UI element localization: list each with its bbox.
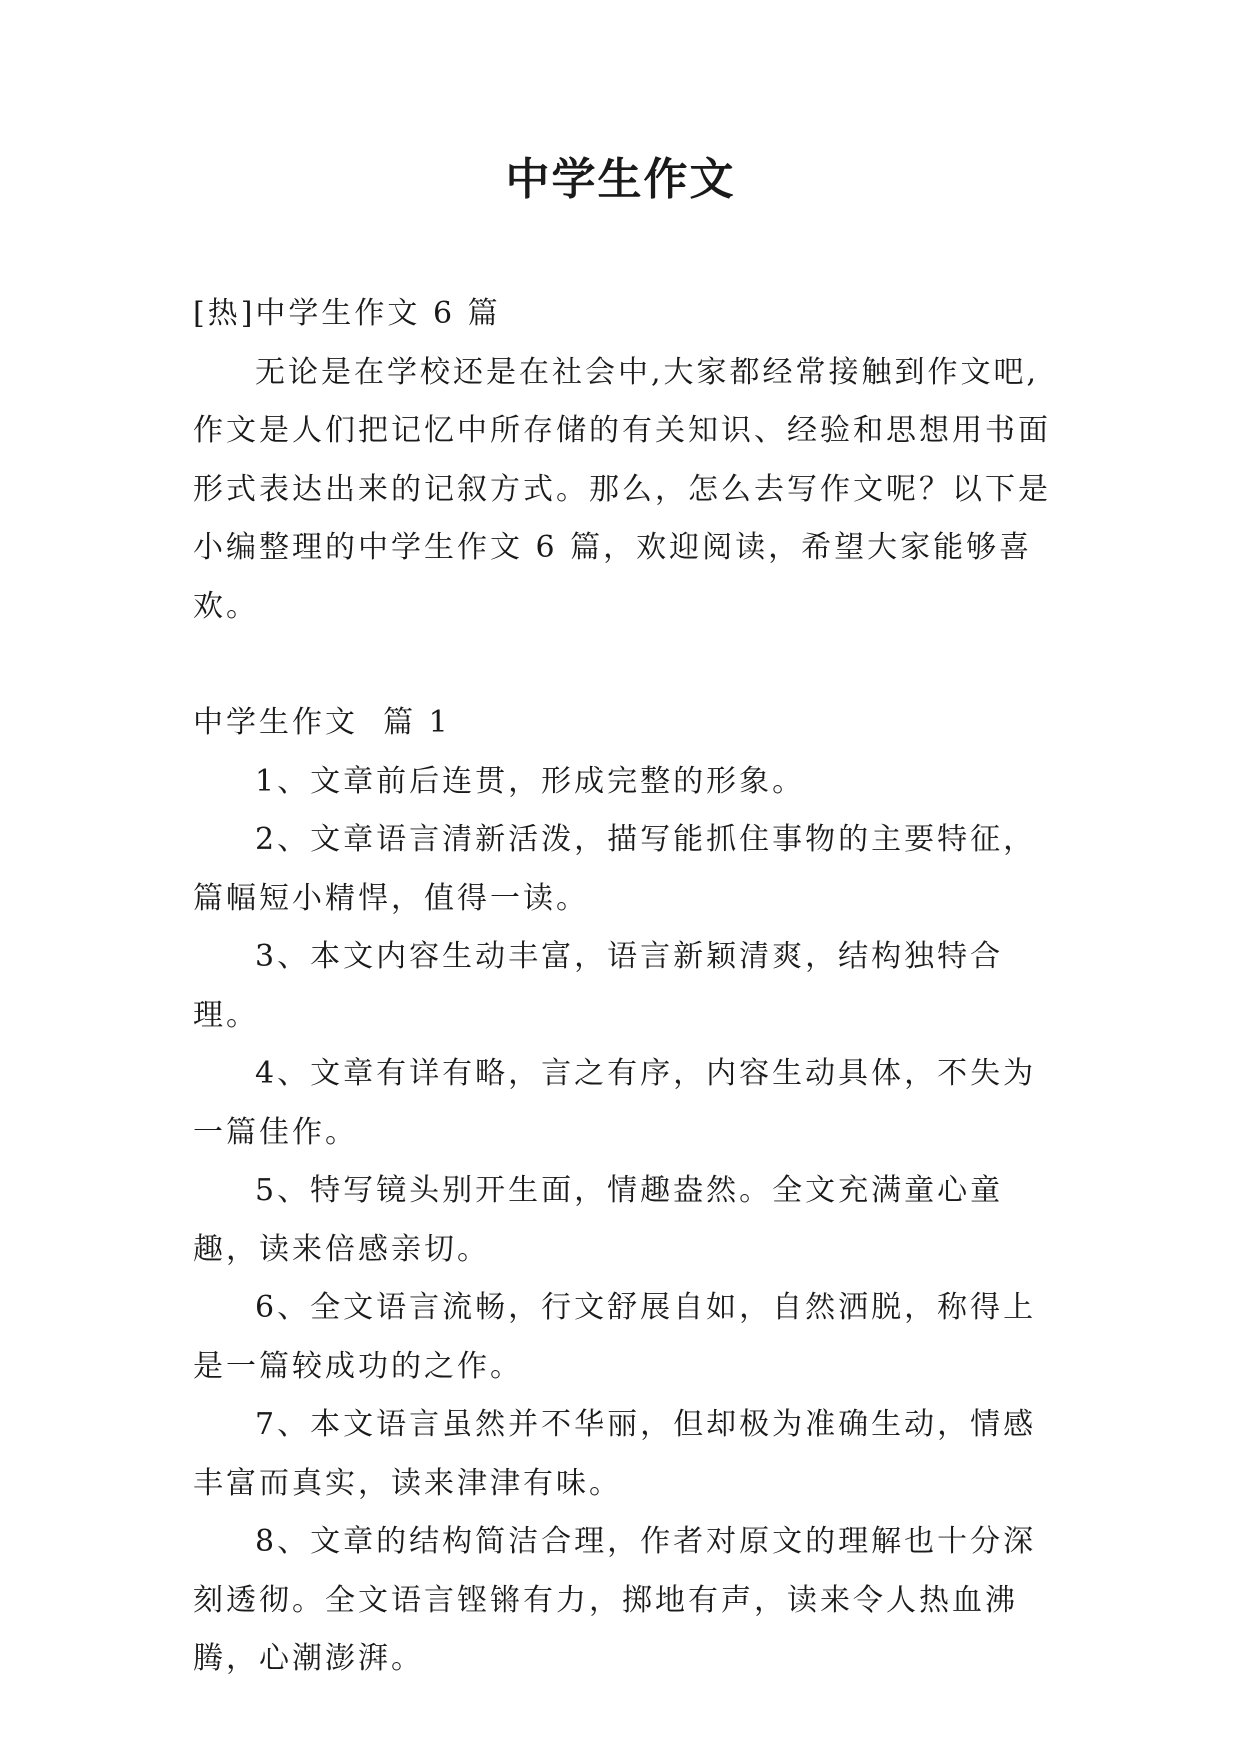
list-item: 8、文章的结构简洁合理，作者对原文的理解也十分深刻透彻。全文语言铿锵有力，掷地有声，读来令人热血沸腾，心潮澎湃。 (193, 1524, 1037, 1676)
list-item: 6、全文语言流畅，行文舒展自如，自然洒脱，称得上是一篇较成功的之作。 (193, 1290, 1037, 1384)
list-item: 7、本文语言虽然并不华丽，但却极为准确生动，情感丰富而真实，读来津津有味。 (193, 1407, 1037, 1501)
document-body (193, 285, 1053, 1689)
list-item: 1、文章前后连贯，形成完整的形象。 (255, 763, 806, 799)
document-title: 中学生作文 (505, 154, 736, 205)
document-subtitle: [热]中学生作文 6 篇 (193, 296, 501, 331)
list-item: 3、本文内容生动丰富，语言新颖清爽，结构独特合理。 (193, 939, 1004, 1033)
list-item: 2、文章语言清新活泼，描写能抓住事物的主要特征，篇幅短小精悍，值得一读。 (193, 822, 1037, 916)
section-heading: 中学生作文 篇 1 (193, 705, 451, 740)
intro-paragraph: 无论是在学校还是在社会中,大家都经常接触到作文吧,作文是人们把记忆中所存储的有关知识、经验和思想用书面形式表达出来的记叙方式。那么，怎么去写作文呢？以下是小编整理的中学生作文 6 篇，欢迎阅读，希望大家能够喜欢。 (193, 354, 1051, 624)
list-item: 4、文章有详有略，言之有序，内容生动具体，不失为一篇佳作。 (193, 1056, 1037, 1150)
list-item: 5、特写镜头别开生面，情趣盎然。全文充满童心童趣，读来倍感亲切。 (193, 1173, 1004, 1267)
